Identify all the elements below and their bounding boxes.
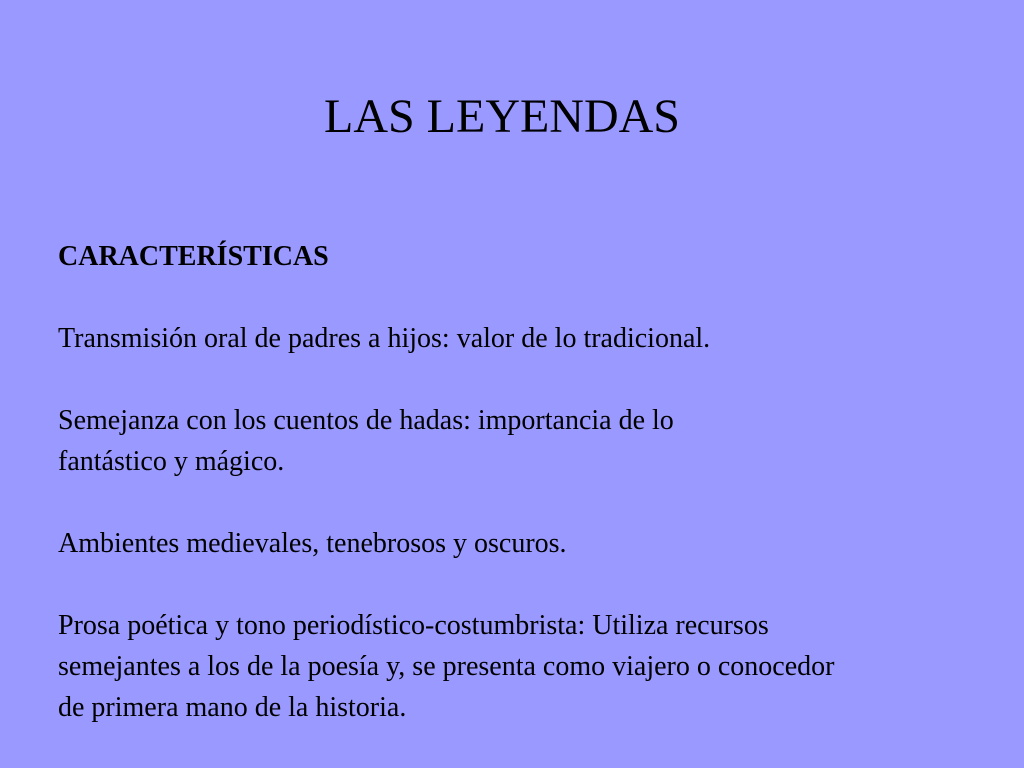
paragraph-line: de primera mano de la historia. [58, 692, 407, 723]
paragraph-fairy-tales [58, 400, 1018, 482]
paragraph-line: Prosa poética y tono periodístico-costumbrista: Utiliza recursos [58, 610, 769, 641]
paragraph-oral-transmission [58, 318, 1018, 359]
section-heading: CARACTERÍSTICAS [58, 241, 329, 272]
paragraph-settings [58, 523, 1018, 564]
slide-title: LAS LEYENDAS [324, 90, 680, 143]
paragraph-line: Ambientes medievales, tenebrosos y oscuros. [58, 528, 567, 559]
slide-content [58, 236, 1018, 728]
paragraph-prose-style [58, 605, 1018, 728]
paragraph-line: Transmisión oral de padres a hijos: valor de lo tradicional. [58, 323, 711, 354]
paragraph-line: Semejanza con los cuentos de hadas: importancia de lo [58, 405, 674, 436]
paragraph-line: semejantes a los de la poesía y, se presenta como viajero o conocedor [58, 651, 835, 682]
paragraph-line: fantástico y mágico. [58, 446, 285, 477]
